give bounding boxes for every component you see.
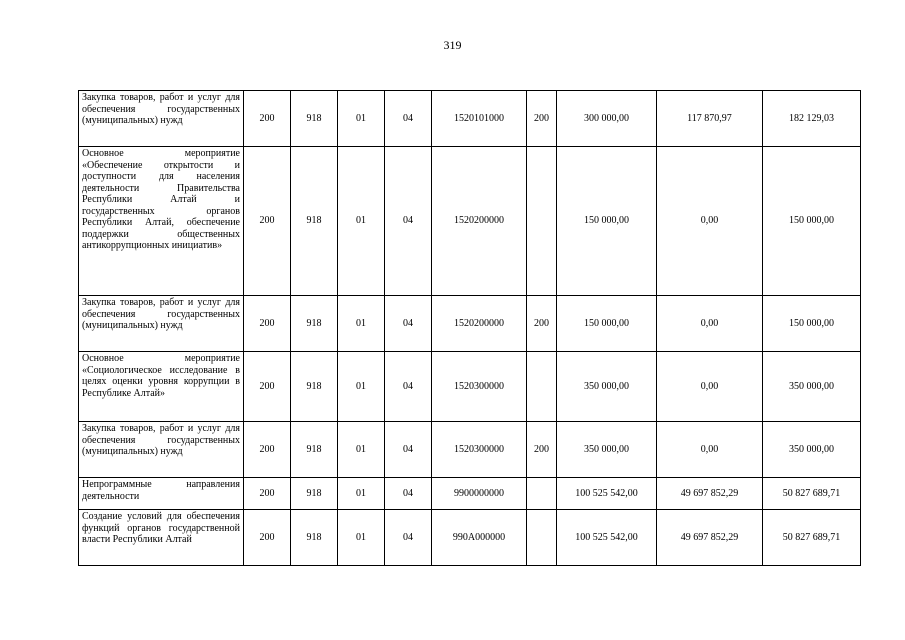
cell-col9: 182 129,03	[763, 91, 861, 147]
cell-col4: 04	[385, 422, 432, 478]
cell-col5: 1520101000	[432, 91, 527, 147]
row-name: Создание условий для обеспечения функций органов государственной власти Республики Алтай	[79, 510, 244, 566]
cell-col4: 04	[385, 352, 432, 422]
cell-col6	[527, 510, 557, 566]
cell-col8: 0,00	[657, 147, 763, 296]
cell-col6: 200	[527, 91, 557, 147]
cell-col1: 200	[244, 422, 291, 478]
cell-col1: 200	[244, 478, 291, 510]
cell-col8: 0,00	[657, 296, 763, 352]
cell-col5: 1520200000	[432, 147, 527, 296]
table-row	[79, 91, 861, 147]
cell-col9: 150 000,00	[763, 147, 861, 296]
row-name: Закупка товаров, работ и услуг для обеспечения государственных (муниципальных) нужд	[79, 91, 244, 147]
cell-col3: 01	[338, 478, 385, 510]
cell-col4: 04	[385, 91, 432, 147]
cell-col2: 918	[291, 147, 338, 296]
cell-col2: 918	[291, 510, 338, 566]
cell-col6	[527, 147, 557, 296]
page-number: 319	[443, 38, 462, 52]
cell-col5: 990А000000	[432, 510, 527, 566]
table-row	[79, 478, 861, 510]
cell-col3: 01	[338, 352, 385, 422]
cell-col2: 918	[291, 296, 338, 352]
cell-col7: 350 000,00	[557, 422, 657, 478]
cell-col8: 117 870,97	[657, 91, 763, 147]
cell-col7: 150 000,00	[557, 147, 657, 296]
cell-col5: 9900000000	[432, 478, 527, 510]
cell-col1: 200	[244, 296, 291, 352]
cell-col7: 350 000,00	[557, 352, 657, 422]
cell-col3: 01	[338, 422, 385, 478]
cell-col1: 200	[244, 91, 291, 147]
cell-col4: 04	[385, 478, 432, 510]
cell-col7: 100 525 542,00	[557, 510, 657, 566]
cell-col8: 0,00	[657, 352, 763, 422]
cell-col6	[527, 478, 557, 510]
row-name: Закупка товаров, работ и услуг для обеспечения государственных (муниципальных) нужд	[79, 422, 244, 478]
cell-col6: 200	[527, 422, 557, 478]
cell-col2: 918	[291, 91, 338, 147]
cell-col1: 200	[244, 147, 291, 296]
table-row	[79, 422, 861, 478]
row-name: Непрограммные направления деятельности	[79, 478, 244, 510]
cell-col7: 100 525 542,00	[557, 478, 657, 510]
cell-col8: 49 697 852,29	[657, 510, 763, 566]
cell-col5: 1520200000	[432, 296, 527, 352]
cell-col9: 150 000,00	[763, 296, 861, 352]
cell-col6: 200	[527, 296, 557, 352]
cell-col8: 0,00	[657, 422, 763, 478]
cell-col5: 1520300000	[432, 352, 527, 422]
cell-col4: 04	[385, 296, 432, 352]
row-name: Основное мероприятие «Обеспечение открытости и доступности для населения деятельности Правительства Республики Алтай и государственных органов Республики Алтай, обеспечение поддержки общественных антикоррупционных инициатив»	[79, 147, 244, 296]
cell-col8: 49 697 852,29	[657, 478, 763, 510]
cell-col2: 918	[291, 422, 338, 478]
cell-col2: 918	[291, 478, 338, 510]
cell-col9: 350 000,00	[763, 352, 861, 422]
table-row	[79, 510, 861, 566]
cell-col3: 01	[338, 147, 385, 296]
cell-col1: 200	[244, 510, 291, 566]
cell-col3: 01	[338, 510, 385, 566]
cell-col4: 04	[385, 510, 432, 566]
cell-col1: 200	[244, 352, 291, 422]
cell-col7: 150 000,00	[557, 296, 657, 352]
table-row	[79, 147, 861, 296]
row-name: Основное мероприятие «Социологическое исследование в целях оценки уровня коррупции в Республике Алтай»	[79, 352, 244, 422]
cell-col9: 350 000,00	[763, 422, 861, 478]
cell-col9: 50 827 689,71	[763, 478, 861, 510]
cell-col7: 300 000,00	[557, 91, 657, 147]
cell-col2: 918	[291, 352, 338, 422]
budget-table	[78, 90, 861, 566]
cell-col3: 01	[338, 296, 385, 352]
cell-col9: 50 827 689,71	[763, 510, 861, 566]
budget-table-body	[79, 91, 861, 566]
cell-col4: 04	[385, 147, 432, 296]
table-row	[79, 296, 861, 352]
cell-col5: 1520300000	[432, 422, 527, 478]
cell-col3: 01	[338, 91, 385, 147]
table-row	[79, 352, 861, 422]
cell-col6	[527, 352, 557, 422]
row-name: Закупка товаров, работ и услуг для обеспечения государственных (муниципальных) нужд	[79, 296, 244, 352]
